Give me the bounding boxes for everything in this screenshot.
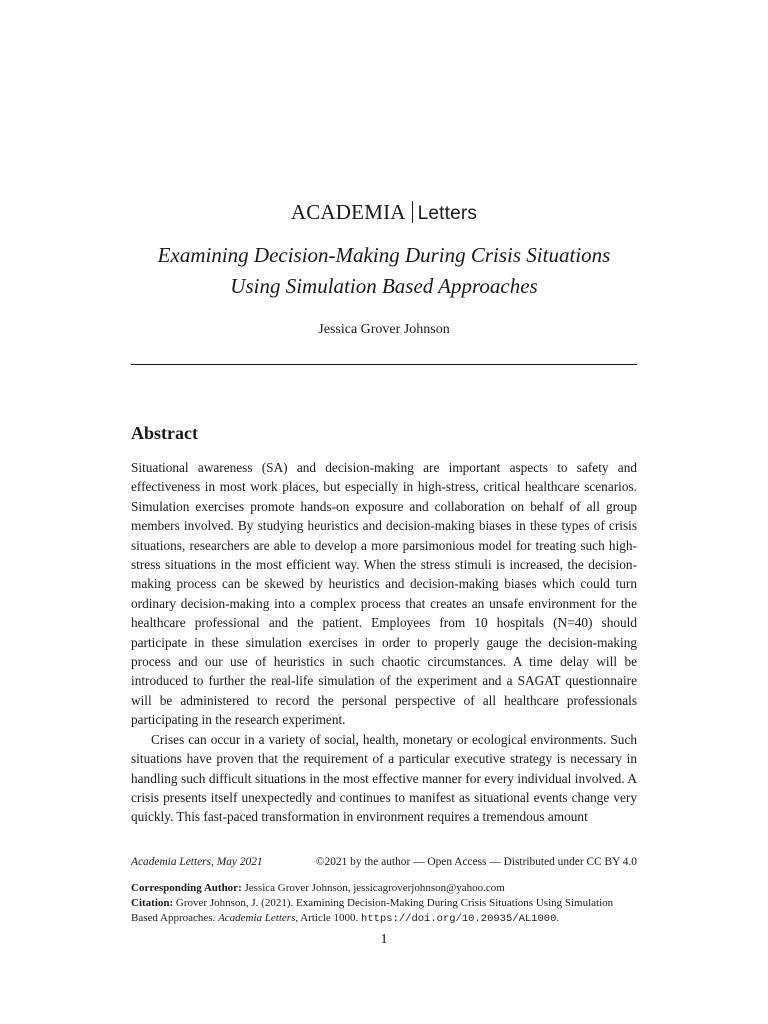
license-text: ©2021 by the author — Open Access — Distributed under CC BY 4.0 bbox=[315, 856, 637, 868]
title-divider bbox=[131, 364, 637, 365]
corresponding-value: Jessica Grover Johnson, jessicagroverjohnson@yahoo.com bbox=[241, 882, 505, 894]
citation-label: Citation: bbox=[131, 897, 174, 909]
abstract-heading: Abstract bbox=[131, 423, 198, 443]
citation-journal: Academia Letters bbox=[218, 912, 296, 924]
paper-title bbox=[0, 240, 768, 302]
citation bbox=[131, 896, 637, 927]
footer-metadata bbox=[131, 881, 637, 927]
abstract-body bbox=[131, 458, 637, 827]
citation-article: , Article 1000. bbox=[295, 912, 362, 924]
title-line-1: Examining Decision-Making During Crisis Situations bbox=[157, 243, 611, 267]
page-number: 1 bbox=[380, 932, 388, 947]
abstract-paragraph-1: Situational awareness (SA) and decision-making are important aspects to safety and effectiveness in most work places, but especially in high-stress, critical healthcare scenarios. Simulation exercises promote hands-on exposure and collaboration on behalf of all group members involved. By studying heuristics and decision-making biases in these types of crisis situations, researchers are able to develop a more parsimonious model for treating such high-stress situations in the most efficient way. When the stress stimuli is increased, the decision-making process can be skewed by heuristics and decision-making biases which could turn ordinary decision-making into a complex process that creates an unsafe environment for the healthcare professional and the patient. Employees from 10 hospitals (N=40) should participate in these simulation exercises in order to properly gauge the decision-making process and our use of heuristics in such chaotic circumstances. A time delay will be introduced to further the real-life simulation of the experiment and a SAGAT questionnaire will be administered to record the personal perspective of all healthcare professionals participating in the research experiment. bbox=[131, 460, 637, 728]
corresponding-author bbox=[131, 881, 637, 896]
brand-separator bbox=[412, 201, 413, 223]
citation-doi-link[interactable]: https://doi.org/10.20935/AL1000 bbox=[361, 913, 557, 925]
paper-author: Jessica Grover Johnson bbox=[318, 322, 450, 337]
citation-text: Grover Johnson, J. (2021). Examining Decision-Making During Crisis Situations Using Simulation Based Approaches. bbox=[131, 897, 614, 924]
footer-journal-line bbox=[131, 855, 637, 870]
brand-main: ACADEMIA bbox=[290, 200, 406, 224]
body-paragraph-2: Crises can occur in a variety of social, health, monetary or ecological environments. Such situations have proven that the requirement of a particular executive strategy is necessary in handling such difficult situations in the most effective manner for every individual involved. A crisis presents itself unexpectedly and continues to manifest as situational events change very quickly. This fast-paced transformation in environment requires a tremendous amount bbox=[131, 731, 637, 825]
title-line-2: Using Simulation Based Approaches bbox=[230, 274, 538, 298]
journal-brand bbox=[0, 198, 768, 228]
brand-sub: Letters bbox=[417, 203, 478, 224]
citation-end: . bbox=[556, 912, 560, 924]
corresponding-label: Corresponding Author: bbox=[131, 882, 242, 894]
journal-date: Academia Letters, May 2021 bbox=[131, 856, 263, 868]
